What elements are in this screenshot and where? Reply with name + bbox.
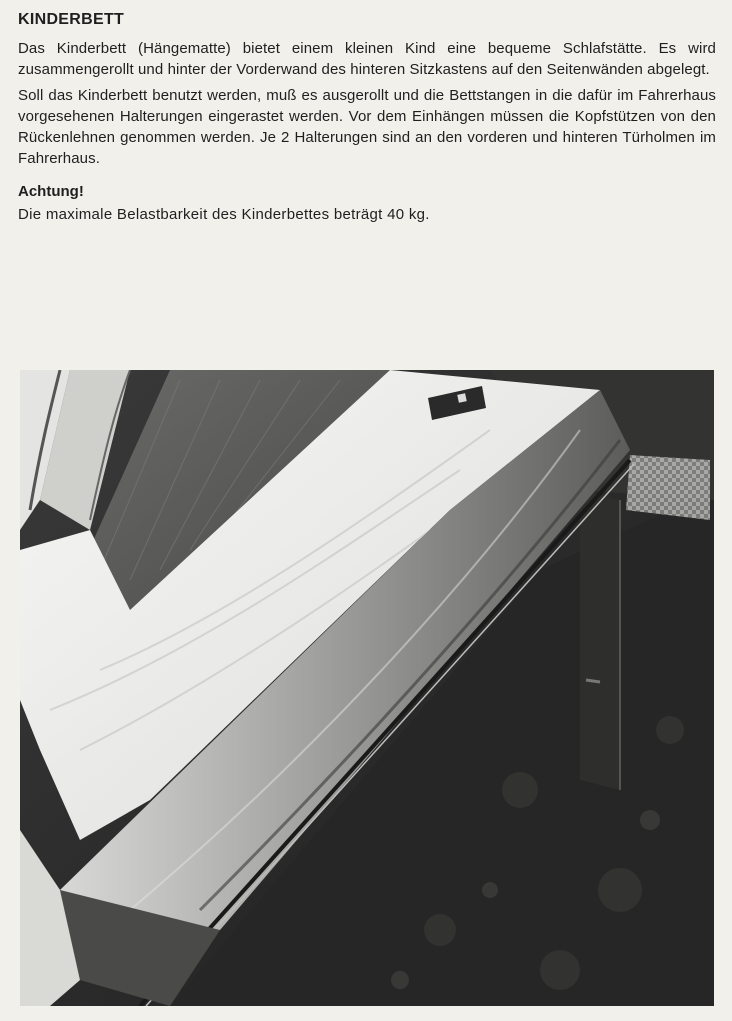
paragraph-2: Soll das Kinderbett benutzt werden, muß es ausgerollt und die Bettstangen in die dafür im Fahrerhaus vorgesehenen Halterungen eingerastet werden. Vor dem Einhängen müssen die Kopfstützen von den Rückenlehnen genommen werden. Je 2 Halterungen sind an den vorderen und hinteren Türholmen im Fahrerhaus. [18, 87, 716, 167]
section-title: KINDERBETT [18, 11, 125, 28]
warning-text: Die maximale Belastbarkeit des Kinderbettes beträgt 40 kg. [18, 206, 430, 223]
text-section [18, 10, 716, 225]
hammock-photo [20, 370, 714, 1006]
warning-title: Achtung! [18, 183, 84, 200]
paragraph-1: Das Kinderbett (Hängematte) bietet einem kleinen Kind eine bequeme Schlafstätte. Es wird zusammengerollt und hinter der Vorderwand des hinteren Sitzkastens auf den Seitenwänden abgelegt. [18, 40, 716, 78]
